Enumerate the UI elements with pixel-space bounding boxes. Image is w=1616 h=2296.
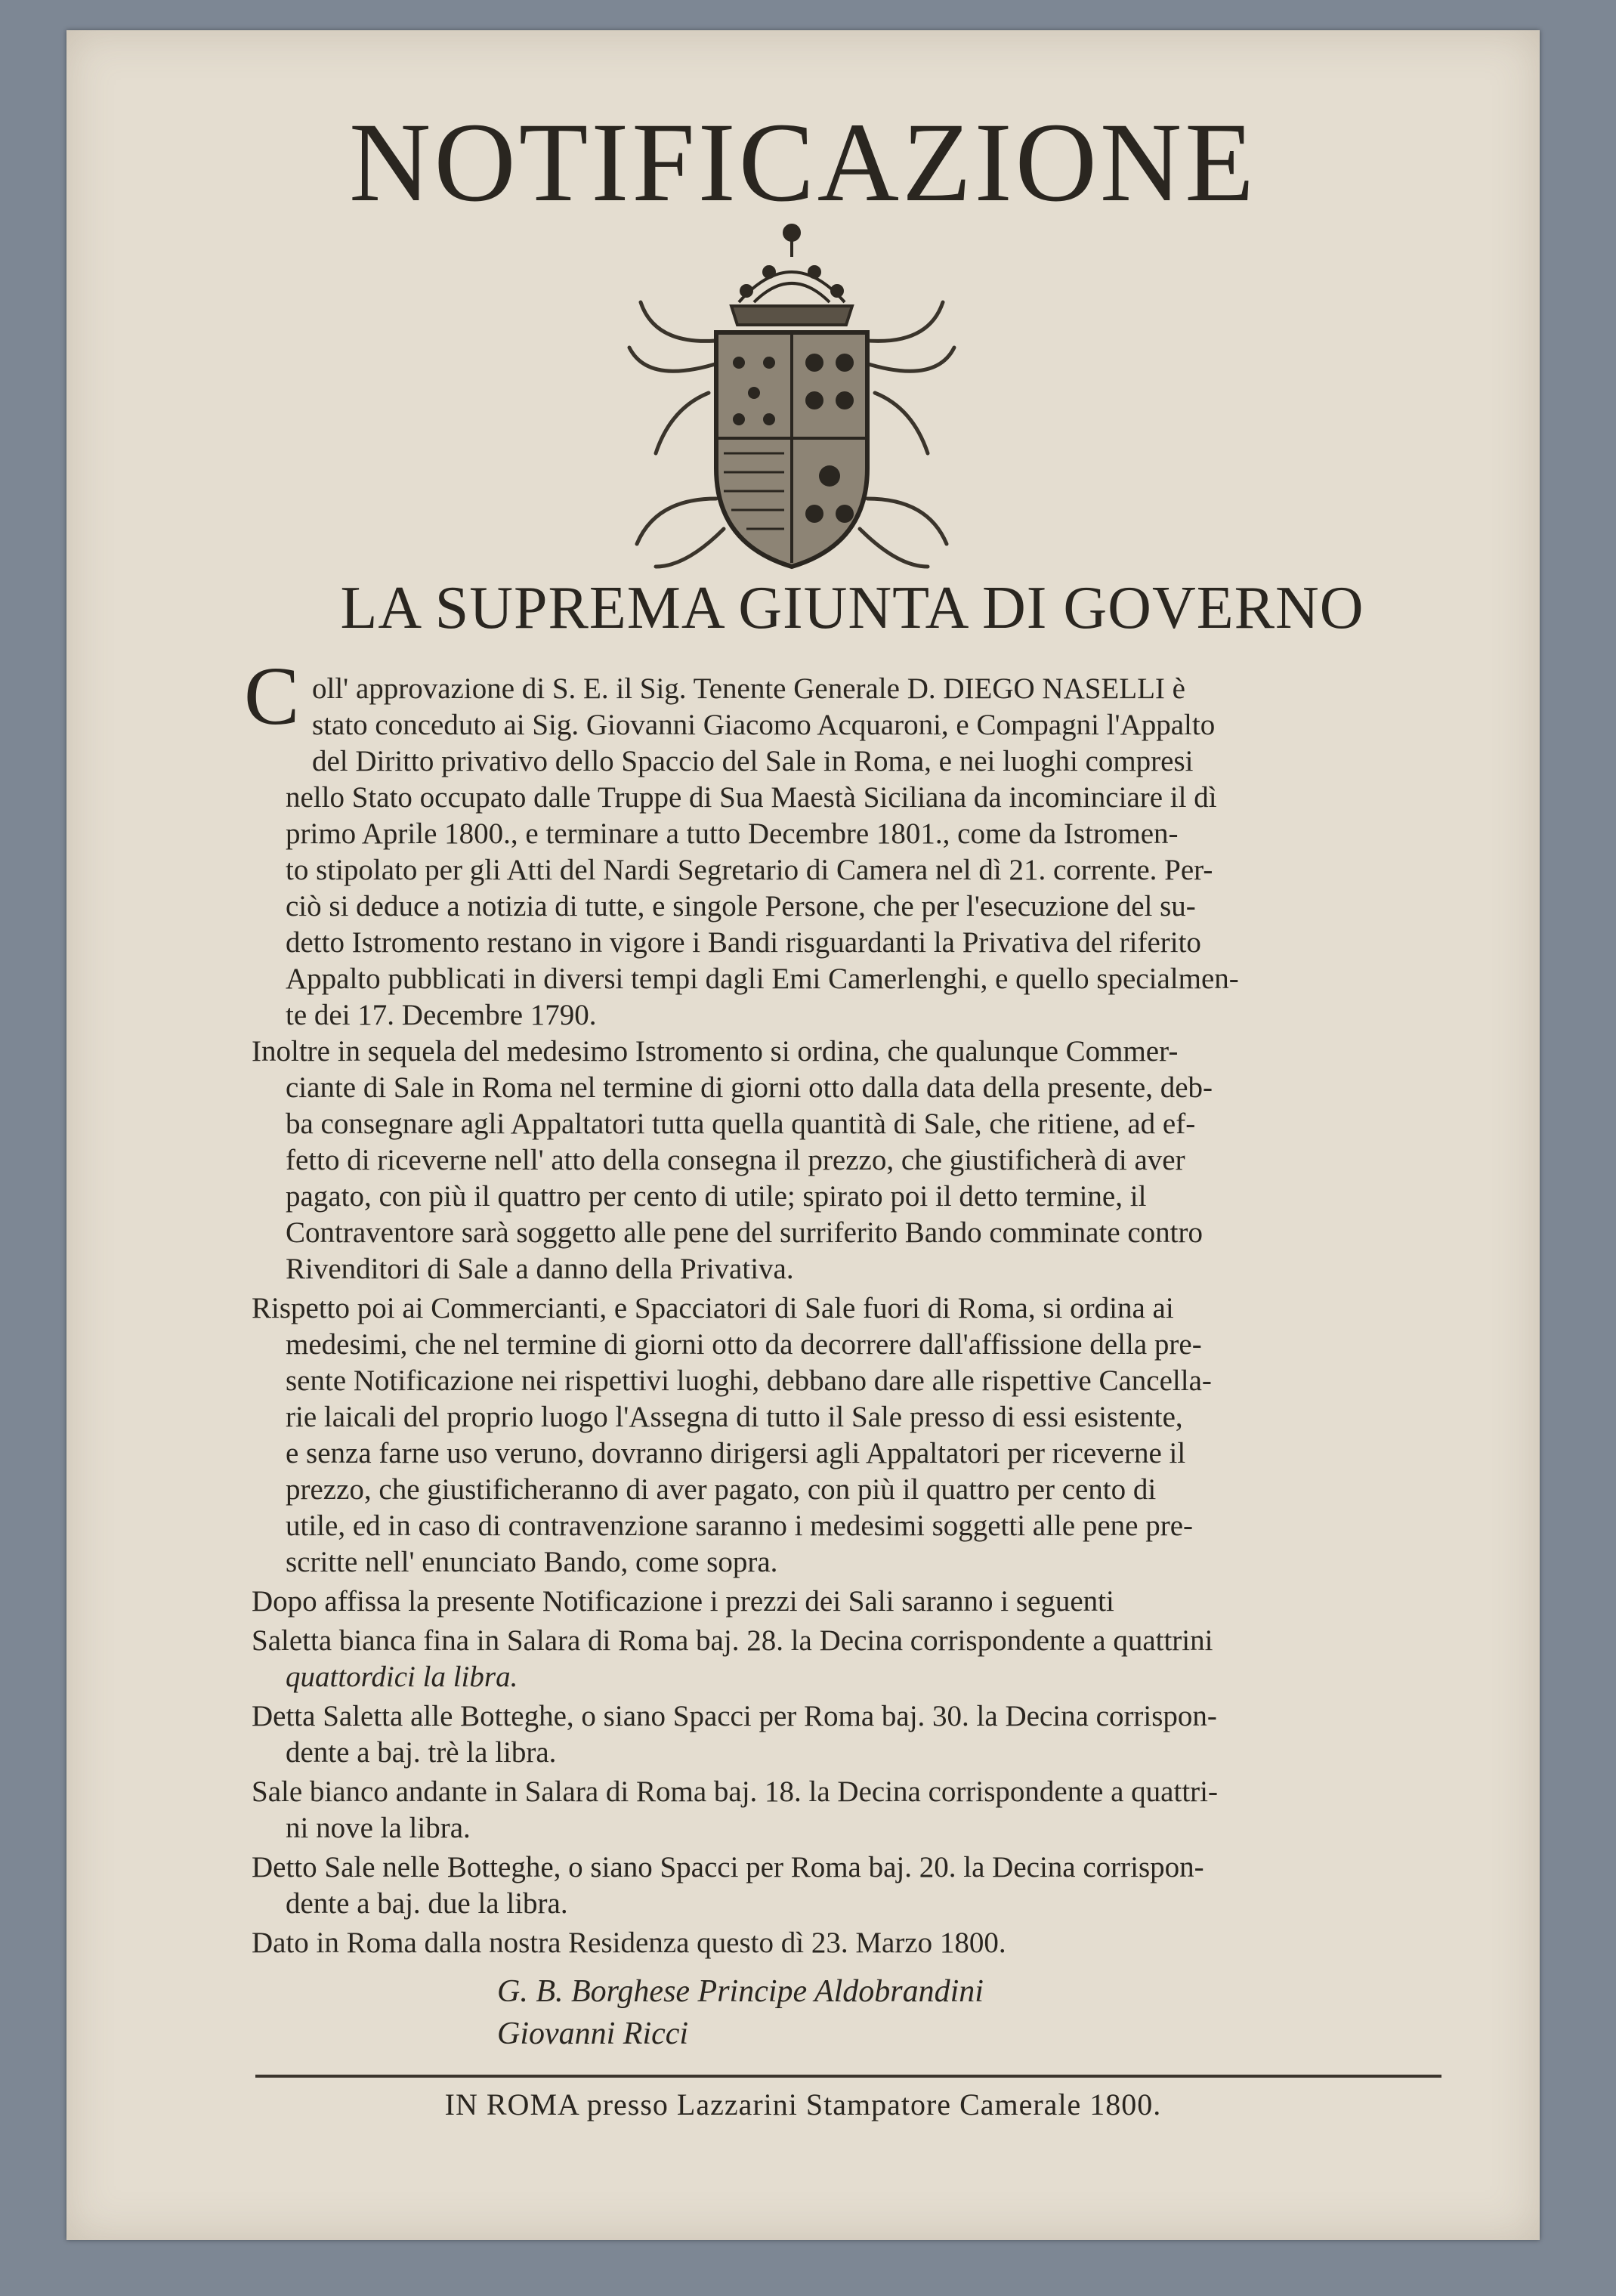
coat-of-arms-icon (626, 212, 958, 574)
printer-imprint: IN ROMA presso Lazzarini Stampatore Camerale 1800. (444, 2087, 1162, 2121)
paragraph-line: Contraventore sarà soggetto alle pene del surriferito Bando comminate contro (286, 1216, 1204, 1249)
price-line: Sale bianco andante in Salara di Roma baj. 18. la Decina corrispondente a quattri- (252, 1775, 1218, 1808)
paragraph-line: Rispetto poi ai Commercianti, e Spacciatori di Sale fuori di Roma, si ordina ai (252, 1292, 1174, 1324)
governing-body-heading: LA SUPREMA GIUNTA DI GOVERNO (340, 575, 1364, 641)
paragraph-line: ciante di Sale in Roma nel termine di giorni otto dalla data della presente, deb- (286, 1071, 1213, 1104)
paragraph-line: nello Stato occupato dalle Truppe di Sua Maestà Siciliana da incominciare il dì (286, 781, 1217, 814)
price-line: dente a baj. due la libra. (286, 1887, 568, 1920)
price-line: Saletta bianca fina in Salara di Roma baj. 28. la Decina corrispondente a quattrini (252, 1624, 1213, 1657)
drop-cap: C (244, 650, 300, 742)
paragraph-line: detto Istromento restano in vigore i Bandi risguardanti la Privativa del riferito (286, 926, 1201, 959)
paragraph-line: Inoltre in sequela del medesimo Istromento si ordina, che qualunque Commer- (252, 1035, 1179, 1068)
signature-ricci: Giovanni Ricci (497, 2016, 689, 2051)
price-intro: Dopo affissa la presente Notificazione i prezzi dei Sali saranno i seguenti (252, 1585, 1114, 1618)
paragraph-line: rie laicali del proprio luogo l'Assegna di tutto il Sale presso di essi esistente, (286, 1401, 1183, 1433)
price-line: dente a baj. trè la libra. (286, 1736, 557, 1769)
paragraph-line: e senza farne uso veruno, dovranno dirigersi agli Appaltatori per riceverne il (286, 1437, 1186, 1469)
paragraph-line: del Diritto privativo dello Spaccio del Sale in Roma, e nei luoghi compresi (312, 745, 1194, 777)
paragraph-line: fetto di riceverne nell' atto della consegna il prezzo, che giustificherà di aver (286, 1144, 1185, 1176)
paragraph-line: primo Aprile 1800., e terminare a tutto Decembre 1801., come da Istromen- (286, 817, 1179, 850)
notice-sheet (66, 30, 1540, 2240)
paragraph-line: pagato, con più il quattro per cento di utile; spirato poi il detto termine, il (286, 1180, 1147, 1213)
paragraph-line: to stipolato per gli Atti del Nardi Segretario di Camera nel dì 21. corrente. Per- (286, 854, 1213, 886)
price-line: Detto Sale nelle Botteghe, o siano Spacci per Roma baj. 20. la Decina corrispon- (252, 1851, 1204, 1883)
paragraph-line: medesimi, che nel termine di giorni otto da decorrere dall'affissione della pre- (286, 1328, 1202, 1361)
paragraph-line: oll' approvazione di S. E. il Sig. Tenente Generale D. DIEGO NASELLI è (312, 672, 1185, 705)
paragraph-line: ba consegnare agli Appaltatori tutta quella quantità di Sale, che ritiene, ad ef- (286, 1108, 1196, 1140)
divider-rule (255, 2075, 1441, 2078)
paragraph-line: prezzo, che giustificheranno di aver pagato, con più il quattro per cento di (286, 1473, 1157, 1506)
price-line: ni nove la libra. (286, 1812, 471, 1844)
paragraph-line: Rivenditori di Sale a danno della Privativa. (286, 1253, 794, 1285)
document-title: NOTIFICAZIONE (349, 100, 1257, 225)
paragraph-line: Appalto pubblicati in diversi tempi dagli Emi Camerlenghi, e quello specialmen- (286, 963, 1239, 995)
paragraph-line: sente Notificazione nei rispettivi luoghi, debbano dare alle rispettive Cancella- (286, 1364, 1212, 1397)
date-line: Dato in Roma dalla nostra Residenza questo dì 23. Marzo 1800. (252, 1927, 1006, 1959)
signature-borghese: G. B. Borghese Principe Aldobrandini (497, 1974, 984, 2009)
price-line: quattordici la libra. (286, 1661, 518, 1693)
price-line: Detta Saletta alle Botteghe, o siano Spacci per Roma baj. 30. la Decina corrispon- (252, 1700, 1217, 1732)
paragraph-line: utile, ed in caso di contravenzione saranno i medesimi soggetti alle pene pre- (286, 1510, 1194, 1542)
paragraph-line: stato conceduto ai Sig. Giovanni Giacomo Acquaroni, e Compagni l'Appalto (312, 709, 1216, 741)
paragraph-line: te dei 17. Decembre 1790. (286, 999, 597, 1031)
paragraph-line: ciò si deduce a notizia di tutte, e singole Persone, che per l'esecuzione del su- (286, 890, 1196, 922)
paragraph-line: scritte nell' enunciato Bando, come sopra. (286, 1546, 778, 1578)
